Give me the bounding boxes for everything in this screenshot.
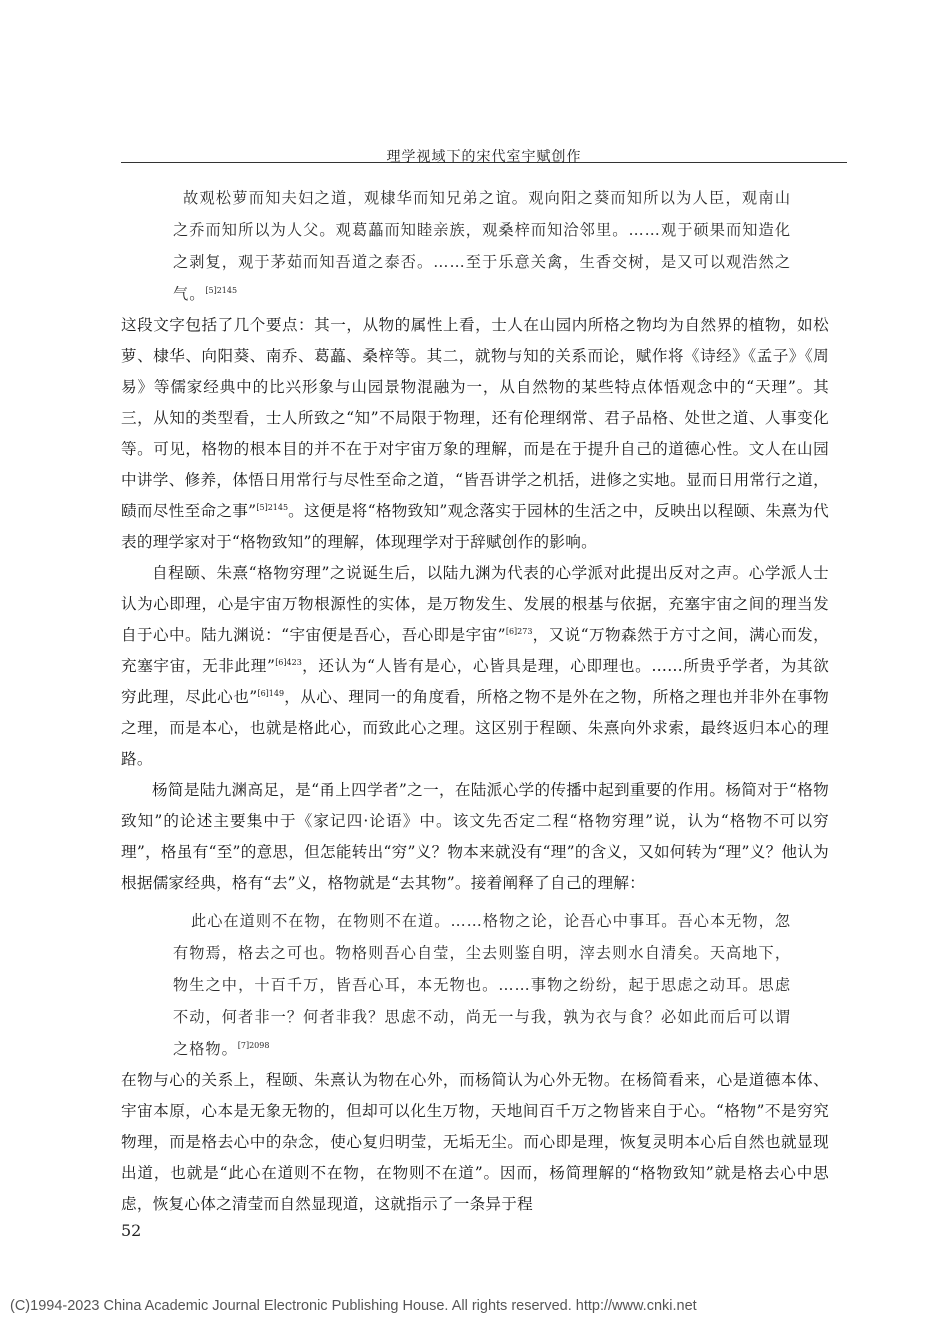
paragraph-2-text-c: ，还认为“人皆有是心，心皆具是理，心即理也。……所贵乎学者，为其欲穷此理，尽此心也” — [121, 657, 829, 706]
paragraph-2-text-d: ，从心、理同一的角度看，所格之物不是外在之物，所格之理也并非外在事物之理，而是本心，也就是格此心，而致此心之理。这区别于程颐、朱熹向外求索，最终返归本心的理路。 — [121, 688, 829, 768]
article-body — [121, 182, 829, 1220]
citation-marker: [5]2145 — [205, 285, 238, 295]
paragraph-2-text-b: ，又说“万物森然于方寸之间，满心而发，充塞宇宙，无非此理” — [121, 626, 829, 675]
block-quote-2 — [173, 905, 791, 1065]
paragraph-2-text-a: 自程颐、朱熹“格物穷理”之说诞生后，以陆九渊为代表的心学派对此提出反对之声。心学派人士认为心即理，心是宇宙万物根源性的实体，是万物发生、发展的根基与依据，充塞宇宙之间的理当发自于心中。陆九渊说：“宇宙便是吾心，吾心即是宇宙” — [121, 564, 829, 644]
quote-1-text: 故观松萝而知夫妇之道，观棣华而知兄弟之谊。观向阳之葵而知所以为人臣，观南山之乔而知所以为人父。观葛藟而知睦亲族，观桑梓而知洽邻里。……观于硕果而知造化之剥复，观于茅茹而知吾道之泰否。……至于乐意关禽，生香交树，是又可以观浩然之气。 — [173, 189, 791, 303]
copyright-notice: (C)1994-2023 China Academic Journal Electronic Publishing House. All rights reserved. http://www.cnki.net — [10, 1298, 697, 1314]
block-quote-1 — [173, 182, 791, 310]
page-number: 52 — [121, 1221, 142, 1240]
citation-marker: [7]2098 — [237, 1040, 270, 1050]
paragraph-1-text-b: 。这便是将“格物致知”观念落实于园林的生活之中，反映出以程颐、朱熹为代表的理学家对于“格物致知”的理解，体现理学对于辞赋创作的影响。 — [121, 502, 829, 551]
header-divider — [121, 162, 847, 163]
paragraph-4-text: 在物与心的关系上，程颐、朱熹认为物在心外，而杨简认为心外无物。在杨简看来，心是道德本体、宇宙本原，心本是无象无物的，但却可以化生万物，天地间百千万之物皆来自于心。“格物”不是穷究物理，而是格去心中的杂念，使心复归明莹，无垢无尘。而心即是理，恢复灵明本心后自然也就显现出道，也就是“此心在道则不在物，在物则不在道”。因而，杨简理解的“格物致知”就是格去心中思虑，恢复心体之清莹而自然显现道，这就指示了一条异于程 — [121, 1071, 829, 1213]
citation-marker: [6]149 — [257, 688, 285, 698]
paragraph-3 — [121, 775, 829, 899]
paragraph-4 — [121, 1065, 829, 1220]
running-header-title: 理学视域下的宋代室宇赋创作 — [386, 149, 582, 165]
paragraph-3-text: 杨简是陆九渊高足，是“甬上四学者”之一，在陆派心学的传播中起到重要的作用。杨简对于“格物致知”的论述主要集中于《家记四·论语》中。该文先否定二程“格物穷理”说，认为“格物不可以穷理”，格虽有“至”的意思，但怎能转出“穷”义？物本来就没有“理”的含义，又如何转为“理”义？他认为根据儒家经典，格有“去”义，格物就是“去其物”。接着阐释了自己的理解： — [121, 781, 829, 892]
citation-marker: [6]273 — [505, 626, 533, 636]
paragraph-2 — [121, 558, 829, 775]
citation-marker: [5]2145 — [256, 502, 289, 512]
paragraph-1-text-a: 这段文字包括了几个要点：其一，从物的属性上看，士人在山园内所格之物均为自然界的植物，如松萝、棣华、向阳葵、南乔、葛藟、桑梓等。其二，就物与知的关系而论，赋作将《诗经》《孟子》《周易》等儒家经典中的比兴形象与山园景物混融为一，从自然物的某些特点体悟观念中的“天理”。其三，从知的类型看，士人所致之“知”不局限于物理，还有伦理纲常、君子品格、处世之道、人事变化等。可见，格物的根本目的并不在于对宇宙万象的理解，而是在于提升自己的道德心性。文人在山园中讲学、修养，体悟日用常行与尽性至命之道，“皆吾讲学之机括，进修之实地。显而日用常行之道，赜而尽性至命之事” — [121, 316, 829, 520]
citation-marker: [6]423 — [275, 657, 302, 667]
paragraph-1 — [121, 310, 829, 558]
quote-2-text: 此心在道则不在物，在物则不在道。……格物之论，论吾心中事耳。吾心本无物，忽有物焉，格去之可也。物格则吾心自莹，尘去则鉴自明，滓去则水自清矣。天高地下，物生之中，十百千万，皆吾心耳，本无物也。……事物之纷纷，起于思虑之动耳。思虑不动，何者非一？何者非我？思虑不动，尚无一与我，孰为衣与食？必如此而后可以谓之格物。 — [173, 912, 791, 1058]
